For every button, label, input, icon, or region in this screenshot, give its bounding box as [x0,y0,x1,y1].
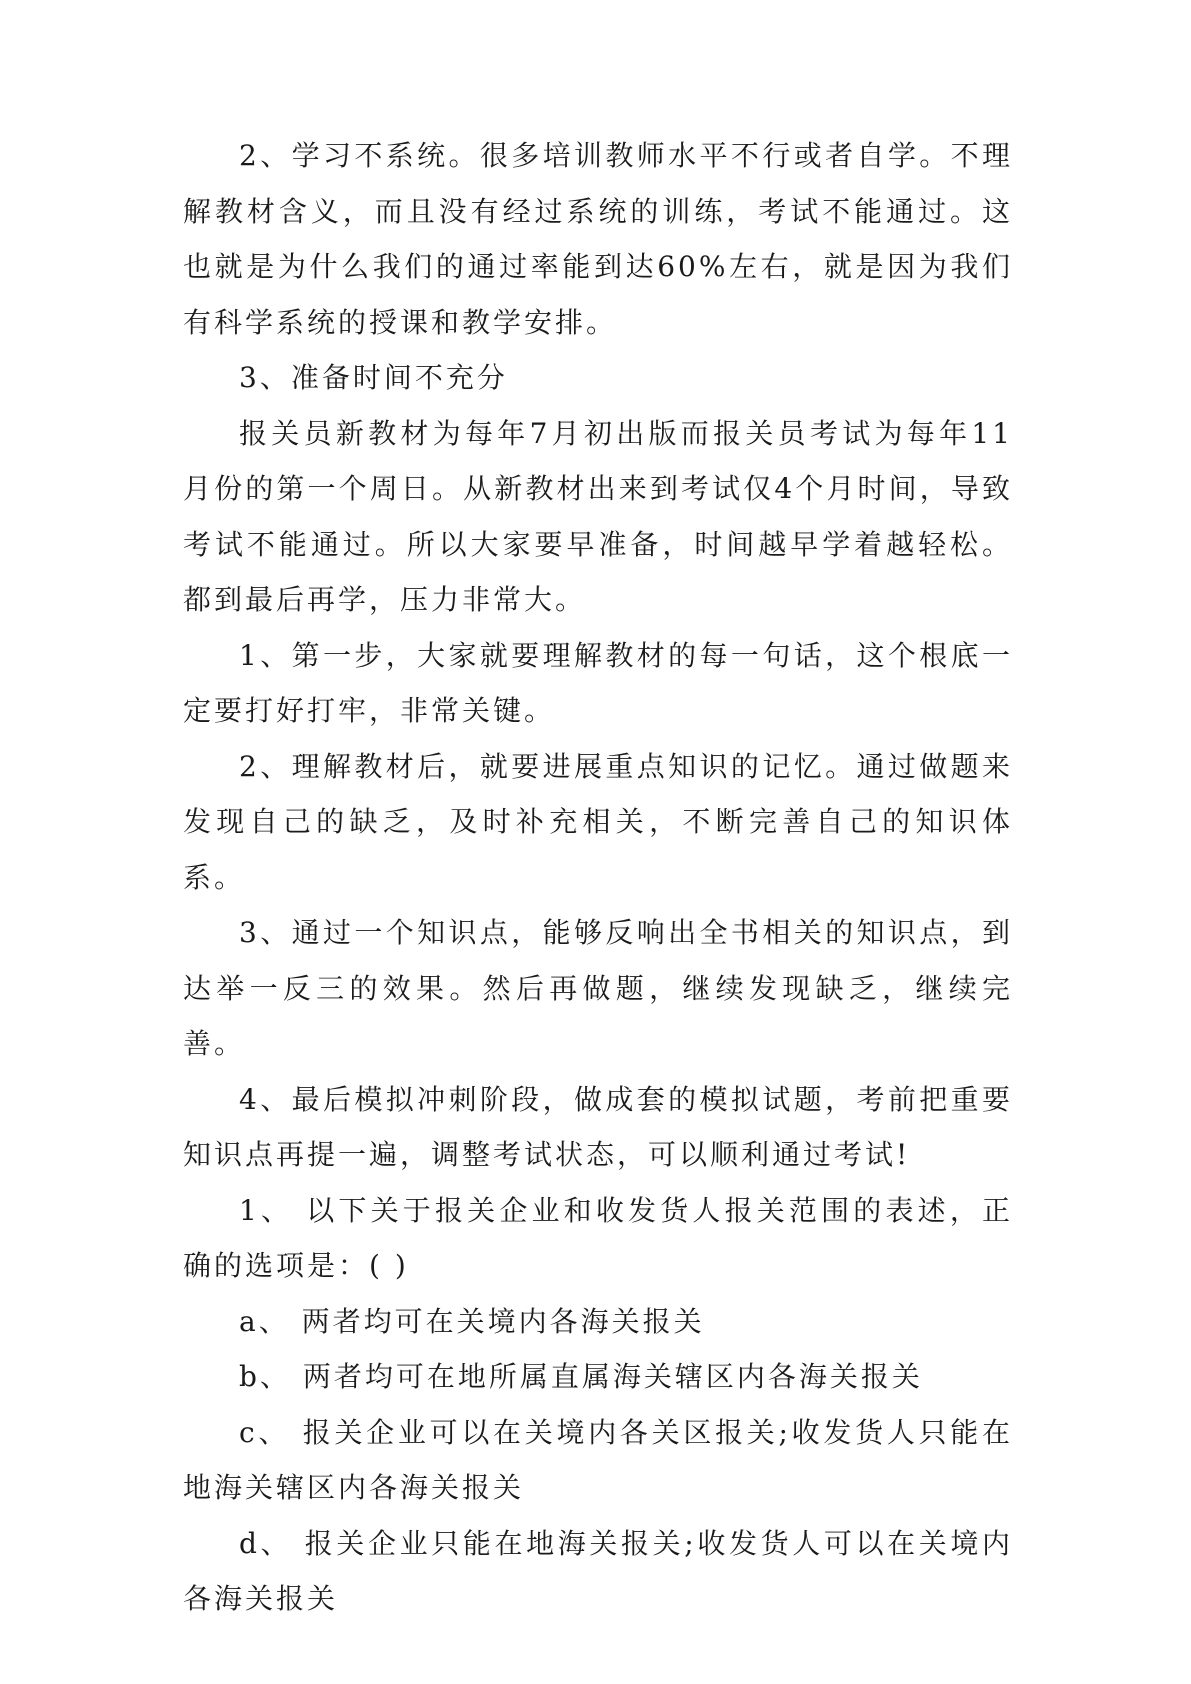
paragraph-step-4: 4、最后模拟冲刺阶段，做成套的模拟试题，考前把重要知识点再提一遍，调整考试状态，可以顺利通过考试! [183,1082,1013,1171]
question-option-b: b、 两者均可在地所属直属海关辖区内各海关报关 [239,1360,923,1393]
question-stem: 1、 以下关于报关企业和收发货人报关范围的表述，正确的选项是：( ) [183,1193,1013,1282]
paragraph-step-1: 1、第一步，大家就要理解教材的每一句话，这个根底一定要打好打牢，非常关键。 [183,638,1013,727]
document-body [183,128,1013,1627]
question-option-c: c、 报关企业可以在关境内各关区报关;收发货人只能在地海关辖区内各海关报关 [183,1415,1013,1504]
paragraph-textbook-schedule: 报关员新教材为每年7月初出版而报关员考试为每年11月份的第一个周日。从新教材出来到考试仅4个月时间，导致考试不能通过。所以大家要早准备，时间越早学着越轻松。都到最后再学，压力非常大。 [183,416,1013,616]
question-option-a: a、 两者均可在关境内各海关报关 [239,1304,705,1338]
paragraph-step-3: 3、通过一个知识点，能够反响出全书相关的知识点，到达举一反三的效果。然后再做题，继续发现缺乏，继续完善。 [183,916,1013,1060]
question-option-d: d、 报关企业只能在地海关报关;收发货人可以在关境内各海关报关 [183,1526,1013,1615]
paragraph-step-2: 2、理解教材后，就要进展重点知识的记忆。通过做题来发现自己的缺乏，及时补充相关，不断完善自己的知识体系。 [183,749,1013,894]
heading-insufficient-time: 3、准备时间不充分 [239,361,508,394]
paragraph-learning-not-systematic: 2、学习不系统。很多培训教师水平不行或者自学。不理解教材含义，而且没有经过系统的训练，考试不能通过。这也就是为什么我们的通过率能到达60%左右，就是因为我们有科学系统的授课和教学安排。 [183,139,1013,339]
